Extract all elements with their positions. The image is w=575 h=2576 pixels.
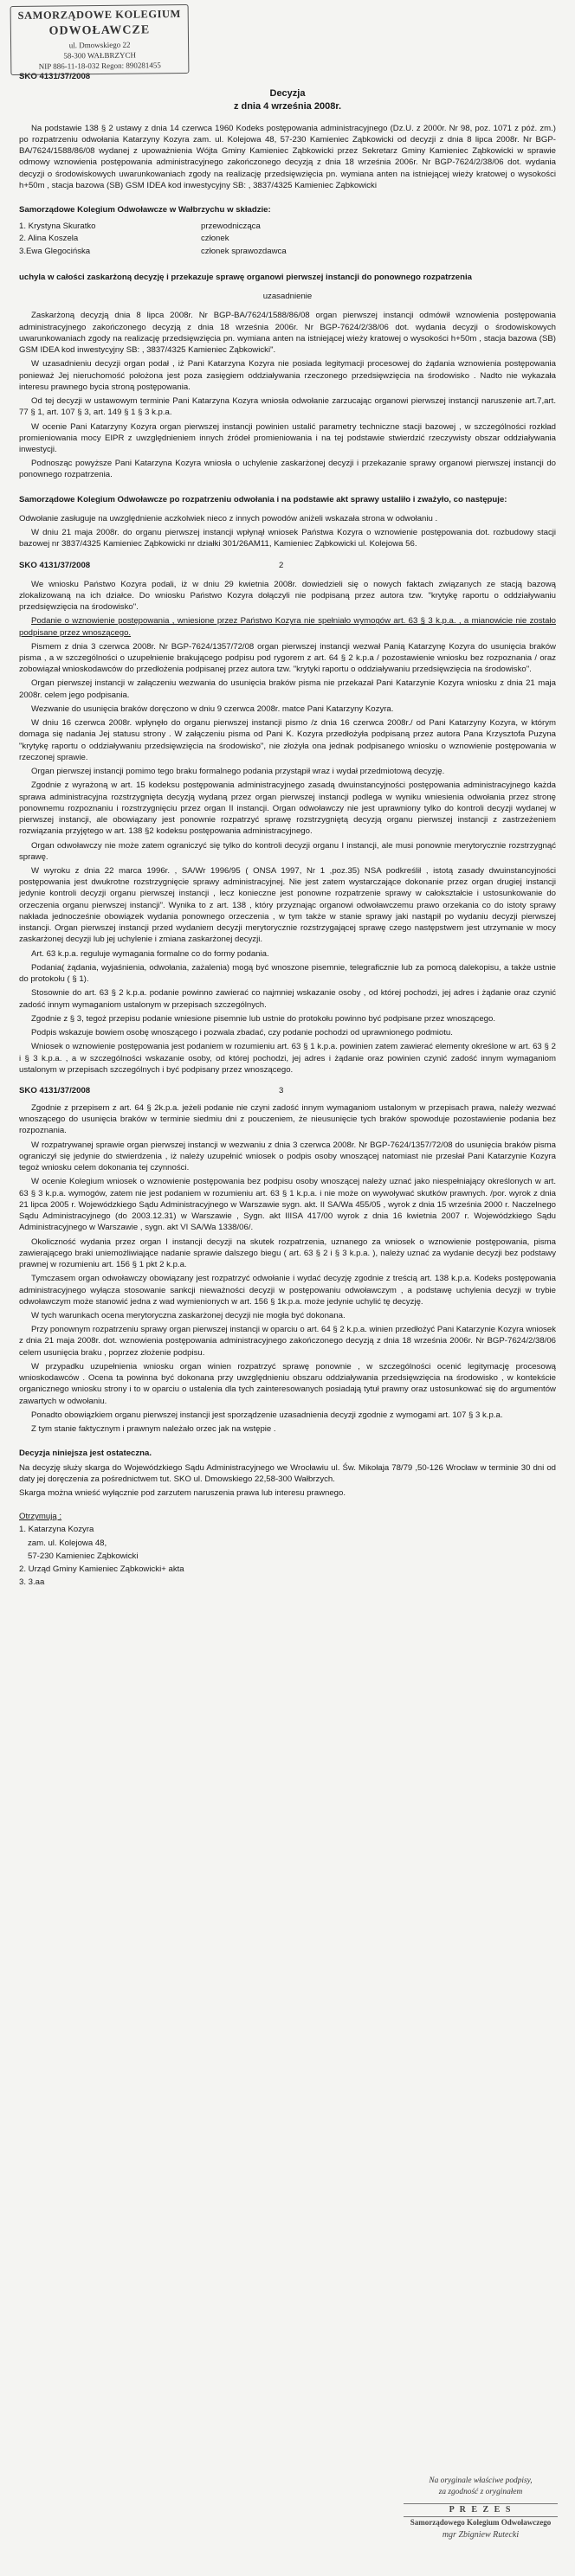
signature: mgr Zbigniew Rutecki [442, 2530, 520, 2541]
paragraph: Z tym stanie faktycznym i prawnym należało orzec jak na wstępie . [31, 1424, 276, 1435]
office-stamp [10, 4, 190, 75]
paragraph: Zgodnie z § 3, tegoż przepisu podanie wniesione pisemnie lub ustnie do protokołu powinno być podpisane przez wnoszącego. [31, 1013, 495, 1024]
paragraph: W przypadku uzupełnienia wniosku organ winien rozpatrzyć sprawę ponownie , w szczególności ocenić legitymację procesową wnioskodawców . Ocena ta powinna być dokonana przy uwzględnieniu obszaru oddziaływania przedsięwzięcia na środowisko , w kontekście organicznego wniosku strony i to w oparciu o ustalenia dla tych zainteresowanych posiadają tytuł prawny oraz ustosunkować się do argumentów zawartych w odwołaniu. [19, 1361, 556, 1406]
composition-heading: Samorządowe Kolegium Odwoławcze w Wałbrzychu w składzie: [19, 204, 271, 215]
paragraph: Zgodnie z przepisem z art. 64 § 2k.p.a. jeżeli podanie nie czyni zadość innym wymaganiom ustalonym w przepisach prawa, należy wezwać wnoszącego do usunięcia braków w terminie siedmiu dni z pouczeniem, że nieusunięcie tych braków spowoduje pozostawienie podania bez rozpoznania. [19, 1102, 556, 1136]
composition-table [19, 221, 287, 258]
president-title: P R E Z E S [404, 2503, 558, 2517]
composition-row [19, 246, 287, 258]
copy-note-2: za zgodność z oryginałem [438, 2488, 523, 2497]
paragraph: Tymczasem organ odwoławczy obowiązany jest rozpatrzyć odwołanie i wydać decyzję zgodnie z treścią art. 138 k.p.a. Kodeks postępowania administracyjnego wyłącza stosowanie sankcji nieważności decyzji w postępowaniu odwoławczym , a podstawę uchylenia decyzji w trybie odwoławczym może stanowić jedna z wad wymienionych w art. 156 § 1k.p.a. może jedynie uchylić tę decyzję. [19, 1274, 556, 1307]
paragraph: Podanie o wznowienie postępowania , wniesione przez Państwo Kozyra nie spełniało wymogów art. 63 § 3 k.p.a. , a mianowicie nie zostało podpisane przez wnoszącego. [19, 616, 556, 638]
recipient-line: 57-230 Kamieniec Ząbkowicki [28, 1551, 139, 1561]
recipient-line: zam. ul. Kolejowa 48, [28, 1538, 107, 1548]
paragraph: Okoliczność wydania przez organ I instancji decyzji na skutek rozpatrzenia, uznanego za wniosek o wznowienie postępowania, pisma zawierającego braki uniemożliwiające nadanie sprawie dalszego biegu ( art. 63 § 2 i § 3 k.p.a. ), należy uznać za wydanie decyzji bez podstawy prawnej w rozumieniu art. 156 § 1 pkt 2 k.p.a. [19, 1237, 556, 1270]
page-header-2 [19, 560, 556, 572]
final-heading: Decyzja niniejsza jest ostateczna. [19, 1449, 152, 1459]
paragraph: W ocenie Pani Katarzyny Kozyra organ pierwszej instancji powinien ustalić parametry techniczne stacji bazowej , w szczególności rozkład promieniowania mocy EIPR z uwzględnieniem innych źródeł promieniowania i na tej podstawie stwierdzić rzeczywisty obszar oddziaływania inwestycji. [19, 421, 556, 454]
paragraph: Pismem z dnia 3 czerwca 2008r. Nr BGP-7624/1357/72/08 organ pierwszej instancji wezwał Panią Katarzynę Kozyra do usunięcia braków pisma , a w szczególności o uzupełnienie brakującego podpisu pod rygorem z art. 64 § 2 k.p.a / pozostawienie wniosku bez rozpoznania / oraz zobowiązał wnioskodawców do przedłożenia podpisanej przez autora tzw. "krytyki raportu o oddziaływaniu przedsięwzięcia na środowisko". [19, 641, 556, 675]
paragraph: W ocenie Kolegium wniosek o wznowienie postępowania bez podpisu osoby wnoszącej należy uznać jako niespełniający określonych w art. 63 § 3 k.p.a. wymogów, zatem nie jest podaniem w rozumieniu art. 63 § 1 k.p.a. i nie może on wywoływać skutków prawnych. /por. wyrok z dnia 21 lipca 2005 r. Wojewódzkiego Sądu Administracyjnego w Warszawie sygn. akt. II SA/Wa 455/05 , wyrok z dnia 15 września 2000 r. Naczelnego Sądu Administracyjnego (do 2003.12.31) w Warszawie , Sygn. akt IIISA 417/00 wyrok z dnia 16 kwietnia 2007 r. Wojewódzkiego Sądu Administracyjnego w Warszawie , sygn. akt VI SA/Wa 1338/06/. [19, 1177, 556, 1233]
paragraph: Organ odwoławczy nie może zatem ograniczyć się tylko do kontroli decyzji organu I instancji, ale musi ponownie merytorycznie rozstrzygnąć sprawę. [19, 840, 556, 862]
paragraph: W rozpatrywanej sprawie organ pierwszej instancji w wezwaniu z dnia 3 czerwca 2008r. Nr BGP-7624/1357/72/08 do usunięcia braków pisma ograniczył się jedynie do stwierdzenia , iż należy uzupełnić wniosek o podpis osoby wnoszącej natomiast nie przesłał Pani Katarzynie Kozyra tegoż wniosku celem dokonania tej czynności. [19, 1140, 556, 1173]
page-number: 2 [279, 560, 284, 570]
paragraph: Podpis wskazuje bowiem osobę wnoszącego i pozwala zbadać, czy podanie pochodzi od uprawnionego podmiotu. [31, 1028, 453, 1038]
member-name: 3.Ewa Glegocińska [19, 246, 91, 256]
paragraph: W wyroku z dnia 22 marca 1996r. , SA/Wr 1996/95 ( ONSA 1997, Nr 1 ,poz.35) NSA podkreślił , istotą zasady dwuinstancyjności postępowania jest dwukrotne rozstrzygnięcie sprawy administracyjnej. Nie jest zatem wystarczające dokonanie przez organ drugiej instancji jedynie kontroli decyzji organu pierwszej instancji , lecz konieczne jest ponowne rozpatrzenie sprawy w całokształcie i ustosunkowanie do orzeczenia organu pierwszej instancji". Wynika to z art. 138 , który przyznając organowi odwoławczemu prawo orzekania co do istoty sprawy nakłada jednocześnie obowiązek wydania ponownego orzeczenia , w tym także w stanie sprawy jaki nastąpił po wydaniu decyzji pierwszej instancji. Organ pierwszej instancji przed wydaniem decyzji merytorycznie rozstrzygającej sprawę czego następstwem jest utrzymanie w mocy zaskarżonej decyzji lub jej uchylenie i zmiana zaskarżonej decyzji. [19, 866, 556, 945]
stamp-line-2: ODWOŁAWCZE [48, 23, 151, 38]
president-body: Samorządowego Kolegium Odwoławczego [410, 2517, 552, 2527]
paragraph: W uzasadnieniu decyzji organ podał , iż Pani Katarzyna Kozyra nie posiada legitymacji procesowej do żądania wznowienia postępowania ponieważ Jej nieruchomość położona jest poza zasięgiem oddziaływania rzeczonego przedsięwzięcia na środowisko . Nadto nie wykazała interesu prawnego bycia stroną postępowania. [19, 359, 556, 392]
paragraph: Art. 63 k.p.a. reguluje wymagania formalne co do formy podania. [31, 948, 269, 959]
paragraph: Odwołanie zasługuje na uwzględnienie aczkolwiek nieco z innych powodów aniżeli wskazała strona w odwołaniu . [19, 513, 438, 524]
recipients-heading: Otrzymują : [19, 1512, 62, 1522]
reference-number: SKO 4131/37/2008 [19, 560, 91, 570]
paragraph: Zaskarżoną decyzją dnia 8 lipca 2008r. Nr BGP-BA/7624/1588/86/08 organ pierwszej instancji odmówił wznowienia postępowania administracyjnego zakończonego decyzją z dnia 18 września 2006r. Nr BGP-7624/2/38/06 dot. wydania decyzji o środowiskowych uwarunkowaniach zgody na realizację przedsięwzięcia pn. wymiana anten na istniejącej wieży kratowej o wysokości h+50m , stacja bazowa (SB) GSM IDEA kod inwestycyjny SB: , 3837/4325 Kamieniec Ząbkowicki". [19, 311, 556, 356]
decision-operative-part: uchyla w całości zaskarżoną decyzję i przekazuje sprawę organowi pierwszej instancji do ponownego rozpatrzenia [19, 272, 473, 282]
member-name: 1. Krystyna Skuratko [19, 222, 96, 232]
reference-number: SKO 4131/37/2008 [19, 72, 91, 81]
stamp-line-4: 58-300 WAŁBRZYCH [63, 50, 137, 61]
paragraph: Stosownie do art. 63 § 2 k.p.a. podanie powinno zawierać co najmniej wskazanie osoby , od której pochodzi, jej adres i żądanie oraz czynić zadość innym wymaganiom ustalonym w przepisach szczególnych. [19, 988, 556, 1010]
paragraph: Podania( żądania, wyjaśnienia, odwołania, zażalenia) mogą być wnoszone pisemnie, telegraficznie lub za pomocą dalekopisu, a także ustnie do protokołu ( § 1). [19, 962, 556, 985]
member-name: 2. Alina Koszela [19, 234, 79, 244]
paragraph: W dniu 16 czerwca 2008r. wpłynęło do organu pierwszej instancji pismo /z dnia 16 czerwca 2008r./ od Pani Katarzyny Kozyra, w którym domaga się nadania Jej statusu strony . W załączeniu pisma od Pani K. Kozyra przedłożyła podpisaną przez autora Pana Krzysztofa Puzyna "krytykę raportu o oddziaływaniu przedsięwzięcia na środowisko", nie złożyła ona jednak podpisanego wniosku o wznowienie postępowania w rzeczonej sprawie. [19, 718, 556, 762]
paragraph: Ponadto obowiązkiem organu pierwszej instancji jest sporządzenie uzasadnienia decyzji zgodnie z wymogami art. 107 § 3 k.p.a. [31, 1410, 503, 1420]
page-header-3 [19, 1085, 556, 1097]
paragraph: Przy ponownym rozpatrzeniu sprawy organ pierwszej instancji w oparciu o art. 64 § 2 k.p.a. winien przedłożyć Pani Katarzynie Kozyra wniosek z dnia 21 maja 2008r. dot. wznowienia postępowania administracyjnego zakończonego decyzją z dnia 18 września 2006r. Nr BGP-7624/2/38/06 celem usunięcia braku , poprzez złożenie podpisu. [19, 1325, 556, 1358]
paragraph: Organ pierwszej instancji w załączeniu wezwania do usunięcia braków pisma nie przekazał Pani Katarzynie Kozyra wniosku z dnia 21 maja 2008r. celem jego podpisania. [19, 678, 556, 700]
copy-note-1: Na oryginale właściwe podpisy, [429, 2476, 533, 2486]
reference-number: SKO 4131/37/2008 [19, 1085, 91, 1095]
paragraph: Na decyzję służy skarga do Wojewódzkiego Sądu Administracyjnego we Wrocławiu ul. Św. Mikołaja 78/79 ,50-126 Wrocław w terminie 30 dni od daty jej doręczenia za pośrednictwem tut. SKO ul. Dmowskiego 22,58-300 Wałbrzych. [19, 1462, 556, 1484]
paragraph: W tych warunkach ocena merytoryczna zaskarżonej decyzji nie mogła być dokonana. [31, 1310, 346, 1320]
paragraph: Podnosząc powyższe Pani Katarzyna Kozyra wniosła o uchylenie zaskarżonej decyzji i przekazanie sprawy organowi pierwszej instancji do ponownego rozpatrzenia. [19, 459, 556, 480]
recipient-line: 2. Urząd Gminy Kamieniec Ząbkowicki+ akta [19, 1564, 184, 1575]
member-role: członek [201, 234, 229, 244]
stamp-line-3: ul. Dmowskiego 22 [68, 40, 131, 49]
member-role: członek sprawozdawca [201, 246, 287, 256]
paragraph: Organ pierwszej instancji pomimo tego braku formalnego podania przystąpił wraz i wydał przedmiotową decyzję. [31, 767, 445, 777]
stamp-line-5: NIP 886-11-18-032 Regon: 890281455 [38, 61, 161, 72]
paragraph: We wniosku Państwo Kozyra podali, iż w dniu 29 kwietnia 2008r. dowiedzieli się o nowych faktach związanych ze stacją bazową zlokalizowaną na ich działce. Do wniosku Państwo Kozyra dołączyli nie podpisaną przez autora tzw. "krytykę raportu o oddziaływaniu przedsięwzięcia na środowisko". [19, 579, 556, 613]
page-number: 3 [279, 1085, 284, 1095]
decision-title: Decyzja [269, 88, 306, 100]
paragraph: Wezwanie do usunięcia braków doręczono w dniu 9 czerwca 2008r. matce Pani Katarzyny Kozyra. [31, 703, 394, 714]
paragraph: Skarga można wnieść wyłącznie pod zarzutem naruszenia prawa lub interesu prawnego. [19, 1488, 346, 1499]
paragraph: W dniu 21 maja 2008r. do organu pierwszej instancji wpłynął wniosek Państwa Kozyra o wznowienie postępowania dot. rozbudowy stacji bazowej nr 3837/4325 Kamieniec Ząbkowicki nr działki 301/26AM11, Kamieniec Ząbkowicki ul. Kolejowa 56. [19, 528, 556, 549]
signature-stamp [404, 2476, 558, 2541]
justification-heading: uzasadnienie [262, 292, 313, 302]
composition-row [19, 221, 287, 233]
recipient-line: 3. 3.aa [19, 1577, 45, 1588]
recipient-line: 1. Katarzyna Kozyra [19, 1525, 94, 1535]
paragraph: Wniosek o wznowienie postępowania jest podaniem w rozumieniu art. 63 § 1 k.p.a. powinien zatem zawierać elementy określone w art. 63 § 2 i § 3 k.p.a. , a w szczególności wskazanie osoby, od której pochodzi, jej adres i żądanie oraz powinien czynić zadość innym wymaganiom ustalonym w przepisach szczególnych i być podpisany przez wnoszącego. [19, 1042, 556, 1075]
member-role: przewodnicząca [201, 222, 261, 232]
decision-date: z dnia 4 września 2008r. [233, 101, 342, 112]
composition-row [19, 233, 287, 245]
intro-paragraph: Na podstawie 138 § 2 ustawy z dnia 14 czerwca 1960 Kodeks postępowania administracyjnego (Dz.U. z 2000r. Nr 98, poz. 1071 z póź. zm.) po rozpatrzeniu odwołania Katarzyny Kozyra zam. ul. Kolejowa 48, 57-230 Kamieniec Ząbkowicki od decyzji z dnia 8 lipca 2008r. Nr BGP-BA/7624/1588/86/08 wydanej z upoważnienia Wójta Gminy Kamieniec Ząbkowicki przez Sekretarz Gminy Kamieniec Ząbkowicki w sprawie odmowy wznowienia postępowania administracyjnego zakończonego decyzją z dnia 18 września 2006r. Nr BGP-7624/2/38/06 dot. wydania decyzji o środowiskowych uwarunkowaniach zgody na realizację przedsięwzięcia pn. wymiana anten na istniejącej wieży kratowej o wysokości h+50m , stacja bazowa (SB) GSM IDEA kod inwestycyjny SB: , 3837/4325 Kamieniec Ząbkowicki [19, 123, 556, 190]
paragraph: Od tej decyzji w ustawowym terminie Pani Katarzyna Kozyra wniosła odwołanie zarzucając organowi pierwszej instancji naruszenie art.7,art. 77 § 1, art. 107 § 3, art. 149 § 1 § 3 k.p.a. [19, 396, 556, 418]
paragraph: Zgodnie z wyrażoną w art. 15 kodeksu postępowania administracyjnego zasadą dwuinstancyjności postępowania administracyjnego każda sprawa administracyjna rozstrzygnięta decyzją wydaną przez organ pierwszej instancji podlega w wyniku wniesienia odwołania przez stronę ponownemu rozpoznaniu i rozstrzygnięciu przez organ II instancji. Organ odwoławczy nie jest uprawniony tylko do kontroli decyzji wydanej w pierwszej instancji, ale obowiązany jest ponownie rozpatrzyć sprawę rozstrzygniętą decyzją organu pierwszej instancji z zastrzeżeniem rozwiązania przyjętego w art. 138 §2 kodeksu postępowania administracyjnego. [19, 781, 556, 837]
stamp-line-1: SAMORZĄDOWE KOLEGIUM [17, 8, 181, 22]
findings-heading: Samorządowe Kolegium Odwoławcze po rozpatrzeniu odwołania i na podstawie akt sprawy ustaliło i zważyło, co następuje: [19, 494, 507, 504]
recipients-block [19, 1511, 556, 1588]
